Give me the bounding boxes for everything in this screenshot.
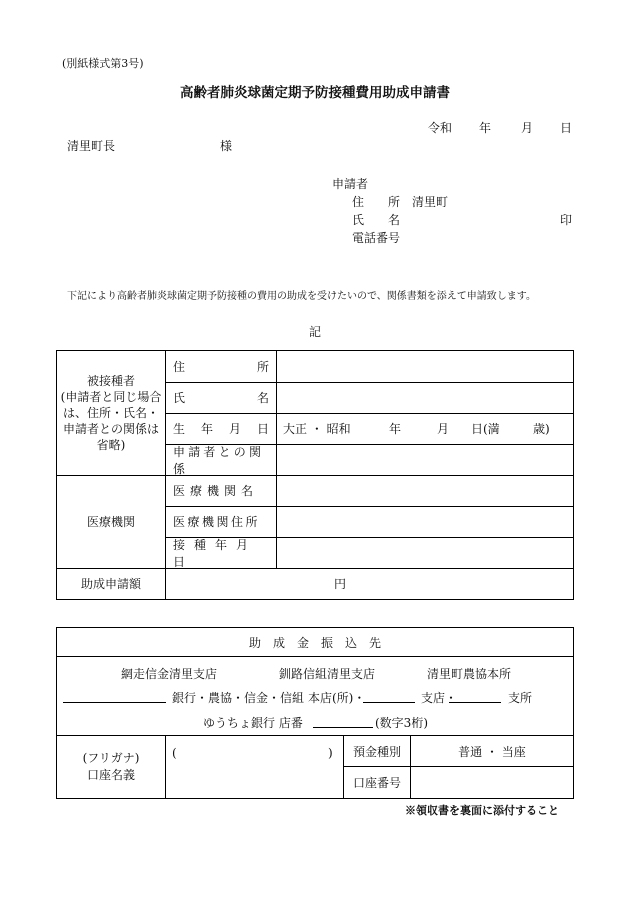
addressee-name: 清里町長 <box>67 139 116 153</box>
branch-name-line[interactable] <box>363 689 415 703</box>
bank-types: 銀行・農協・信金・信組 <box>172 691 305 705</box>
row-label-birthdate: 生 年 月 日 <box>173 422 269 436</box>
applicant-name-label: 氏 名 <box>352 213 401 227</box>
bank-option-ja: 清里町農協本所 <box>427 667 512 681</box>
applicant-phone-label: 電話番号 <box>352 231 401 245</box>
transfer-table <box>56 627 574 799</box>
form-number: (別紙様式第3号) <box>62 57 144 70</box>
relation-field[interactable] <box>277 444 573 475</box>
amount-field[interactable] <box>166 569 573 598</box>
clinic-address-field[interactable] <box>277 506 573 537</box>
statement-text: 下記により高齢者肺炎球菌定期予防接種の費用の助成を受けたいので、関係書類を添えて申請致します。 <box>67 291 536 302</box>
page-title: 高齢者肺炎球菌定期予防接種費用助成申請書 <box>180 85 450 101</box>
yucho-branch-number-line[interactable] <box>313 714 373 728</box>
date-era: 令和 <box>428 121 453 135</box>
account-number-label: 口座番号 <box>352 775 401 790</box>
branch-label: 支店・ <box>421 691 458 705</box>
addressee-honorific: 様 <box>220 139 233 153</box>
deposit-type-label: 預金種別 <box>352 744 401 759</box>
date-day: 日 <box>560 121 573 135</box>
applicant-address-value: 清里町 <box>412 195 449 209</box>
account-number-field[interactable] <box>411 767 573 797</box>
bank-option-abashiri: 網走信金清里支店 <box>121 667 218 681</box>
seal-mark: 印 <box>560 213 573 227</box>
vaccinee-birthdate-field[interactable]: 大正 ・ 昭和 年 月 日(満 歳) <box>283 422 550 436</box>
date-month: 月 <box>521 121 534 135</box>
clinic-name-field[interactable] <box>277 475 573 506</box>
account-holder-label: (フリガナ) 口座名義 <box>82 750 140 782</box>
row-label-vaccination-date: 接種年月日 <box>173 537 258 569</box>
applicant-address-label: 住 所 <box>352 195 401 209</box>
amount-unit: 円 <box>334 577 347 591</box>
vaccination-date-field[interactable] <box>277 537 573 568</box>
bank-name-line[interactable] <box>63 689 166 703</box>
office-name-line[interactable] <box>449 689 501 703</box>
applicant-heading: 申請者 <box>332 177 369 191</box>
amount-label: 助成申請額 <box>80 577 141 591</box>
main-branch-label: 本店(所)・ <box>308 691 366 705</box>
transfer-title: 助 成 金 振 込 先 <box>248 635 381 650</box>
row-label-address: 住 所 <box>173 360 269 374</box>
ki-label: 記 <box>308 325 321 339</box>
office-label: 支所 <box>508 691 533 705</box>
row-label-name: 氏 名 <box>173 391 269 405</box>
date-year: 年 <box>479 121 492 135</box>
bank-option-kushiro: 釧路信組清里支店 <box>279 667 376 681</box>
vaccinee-address-field[interactable] <box>277 351 573 382</box>
deposit-type-value[interactable]: 普通 ・ 当座 <box>458 744 526 759</box>
yucho-note: (数字3桁) <box>375 716 428 730</box>
application-table <box>56 350 574 600</box>
row-label-clinic-address: 医療機関住所 <box>173 515 261 529</box>
row-label-relation: 申請者との関係 <box>173 444 265 476</box>
footnote: ※領収書を裏面に添付すること <box>405 804 559 817</box>
account-holder-field[interactable]: ( ) <box>172 746 333 760</box>
vaccinee-name-field[interactable] <box>277 382 573 413</box>
medical-group-label: 医療機関 <box>86 515 135 529</box>
yucho-label: ゆうちょ銀行 店番 <box>203 716 303 730</box>
row-label-clinic-name: 医療機関名 <box>173 484 259 498</box>
vaccinee-group-label: 被接種者 (申請者と同じ場合は、住所・氏名・申請者との関係は省略) <box>60 374 162 452</box>
